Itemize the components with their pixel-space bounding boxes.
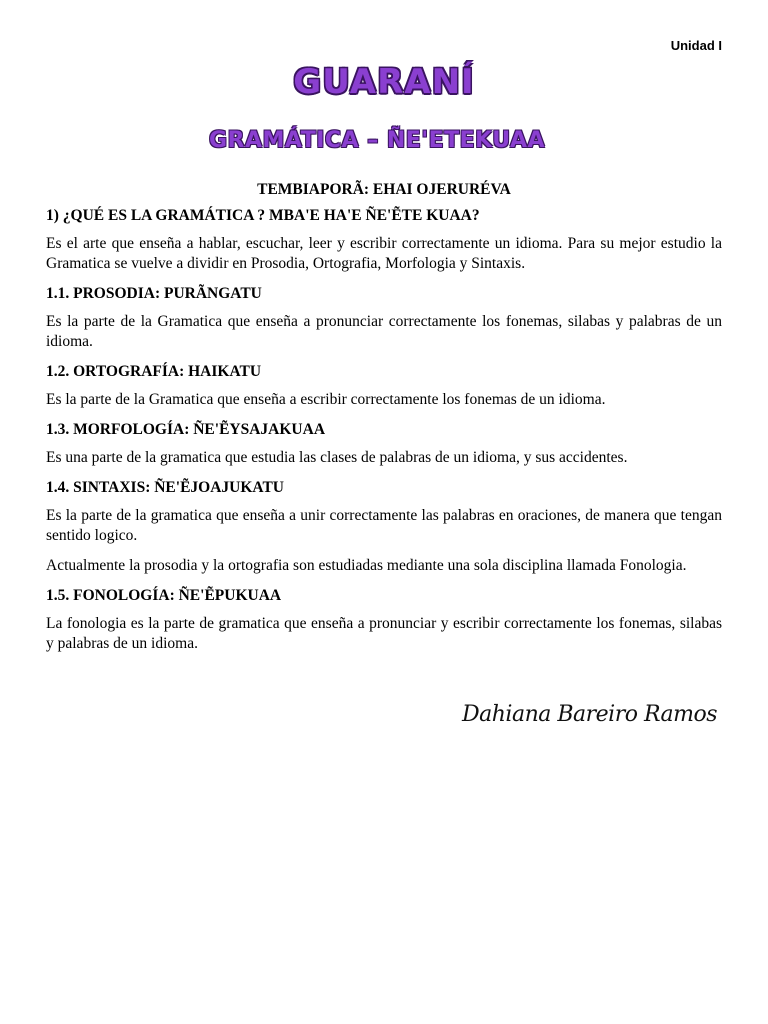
paragraph-grammar-definition: Es el arte que enseña a hablar, escuchar, leer y escribir correctamente un idioma. Para su mejor estudio la Gramatica se vuelve a dividir en Prosodia, Ortografia, Morfologia y Sintaxis.	[46, 235, 722, 272]
paragraph-fonologia-intro: Actualmente la prosodia y la ortografia son estudiadas mediante una sola disciplina llamada Fonologia.	[46, 557, 687, 574]
author-signature: Dahiana Bareiro Ramos	[462, 702, 718, 727]
paragraph-morfologia: Es una parte de la gramatica que estudia las clases de palabras de un idioma, y sus accidentes.	[46, 449, 628, 466]
section-heading-morfologia: 1.3. MORFOLOGÍA: ÑE'ẼYSAJAKUAA	[46, 421, 326, 438]
paragraph-fonologia: La fonologia es la parte de gramatica que enseña a pronunciar y escribir correctamente los fonemas, silabas y palabras de un idioma.	[46, 615, 722, 652]
section-heading-prosodia: 1.1. PROSODIA: PURÃNGATU	[46, 285, 262, 302]
page-subtitle: GRAMÁTICA – ÑE'ETEKUAA	[208, 128, 546, 153]
paragraph-ortografia: Es la parte de la Gramatica que enseña a escribir correctamente los fonemas de un idioma.	[46, 391, 606, 408]
paragraph-prosodia: Es la parte de la Gramatica que enseña a pronunciar correctamente los fonemas, silabas y palabras de un idioma.	[46, 313, 722, 350]
paragraph-sintaxis: Es la parte de la gramatica que enseña a unir correctamente las palabras en oraciones, de manera que tengan sentido logico.	[46, 507, 722, 544]
question-heading: 1) ¿QUÉ ES LA GRAMÁTICA ? MBA'E HA'E ÑE'ẼTE KUAA?	[46, 207, 480, 224]
section-heading-ortografia: 1.2. ORTOGRAFÍA: HAIKATU	[46, 363, 262, 380]
section-heading-sintaxis: 1.4. SINTAXIS: ÑE'ẼJOAJUKATU	[46, 479, 284, 496]
section-heading-fonologia: 1.5. FONOLOGÍA: ÑE'ẼPUKUAA	[46, 587, 282, 604]
unit-label: Unidad I	[670, 38, 722, 53]
activity-title: TEMBIAPORÃ: EHAI OJERURÉVA	[257, 181, 511, 198]
document-body	[46, 180, 722, 664]
page-title: GUARANÍ	[293, 62, 475, 102]
